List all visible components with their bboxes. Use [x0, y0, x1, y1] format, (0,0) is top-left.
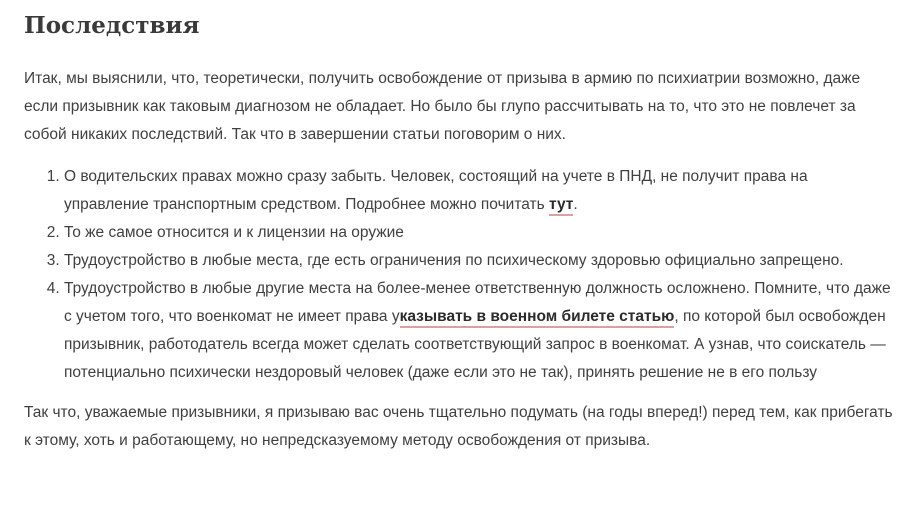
list-item-text: Трудоустройство в любые места, где есть ограничения по психическому здоровью официально запрещено.	[64, 252, 844, 269]
list-item-text-end: , по которой был освобожден призывник, работодатель всегда может сделать соответствующий запрос в военкомат. А узнав, что соискатель — потенциально психически нездоровый человек (даже если это не так), принять решение не в его пользу	[64, 308, 886, 381]
list-item	[64, 219, 894, 247]
list-item-text-end: .	[573, 196, 578, 213]
consequences-list	[24, 163, 894, 387]
list-item-text: То же самое относится и к лицензии на оружие	[64, 224, 404, 241]
list-item	[64, 163, 894, 219]
list-item	[64, 247, 894, 275]
intro-paragraph: Итак, мы выяснили, что, теоретически, получить освобождение от призыва в армию по психиатрии возможно, даже если призывник как таковым диагнозом не обладает. Но было бы глупо рассчитывать на то, что это не повлечет за собой никаких последствий. Так что в завершении статьи поговорим о них.	[24, 70, 861, 143]
list-item-text: Трудоустройство в любые другие места на более-менее ответственную должность осложнено. Помните, что даже с учетом того, что военкомат не имеет права у	[64, 280, 891, 325]
outro-paragraph: Так что, уважаемые призывники, я призываю вас очень тщательно подумать (на годы вперед!) перед тем, как прибегать к этому, хоть и работающему, но непредсказуемому методу освобождения от призыва.	[24, 404, 893, 449]
military-id-article-link[interactable]: казывать в военном билете статью	[400, 308, 675, 328]
article-section	[24, 0, 894, 455]
read-more-link[interactable]: тут	[549, 196, 573, 216]
list-item	[64, 275, 894, 387]
list-item-text: О водительских правах можно сразу забыть. Человек, состоящий на учете в ПНД, не получит права на управление транспортным средством. Подробнее можно почитать	[64, 168, 808, 213]
section-heading: Последствия	[24, 12, 200, 39]
